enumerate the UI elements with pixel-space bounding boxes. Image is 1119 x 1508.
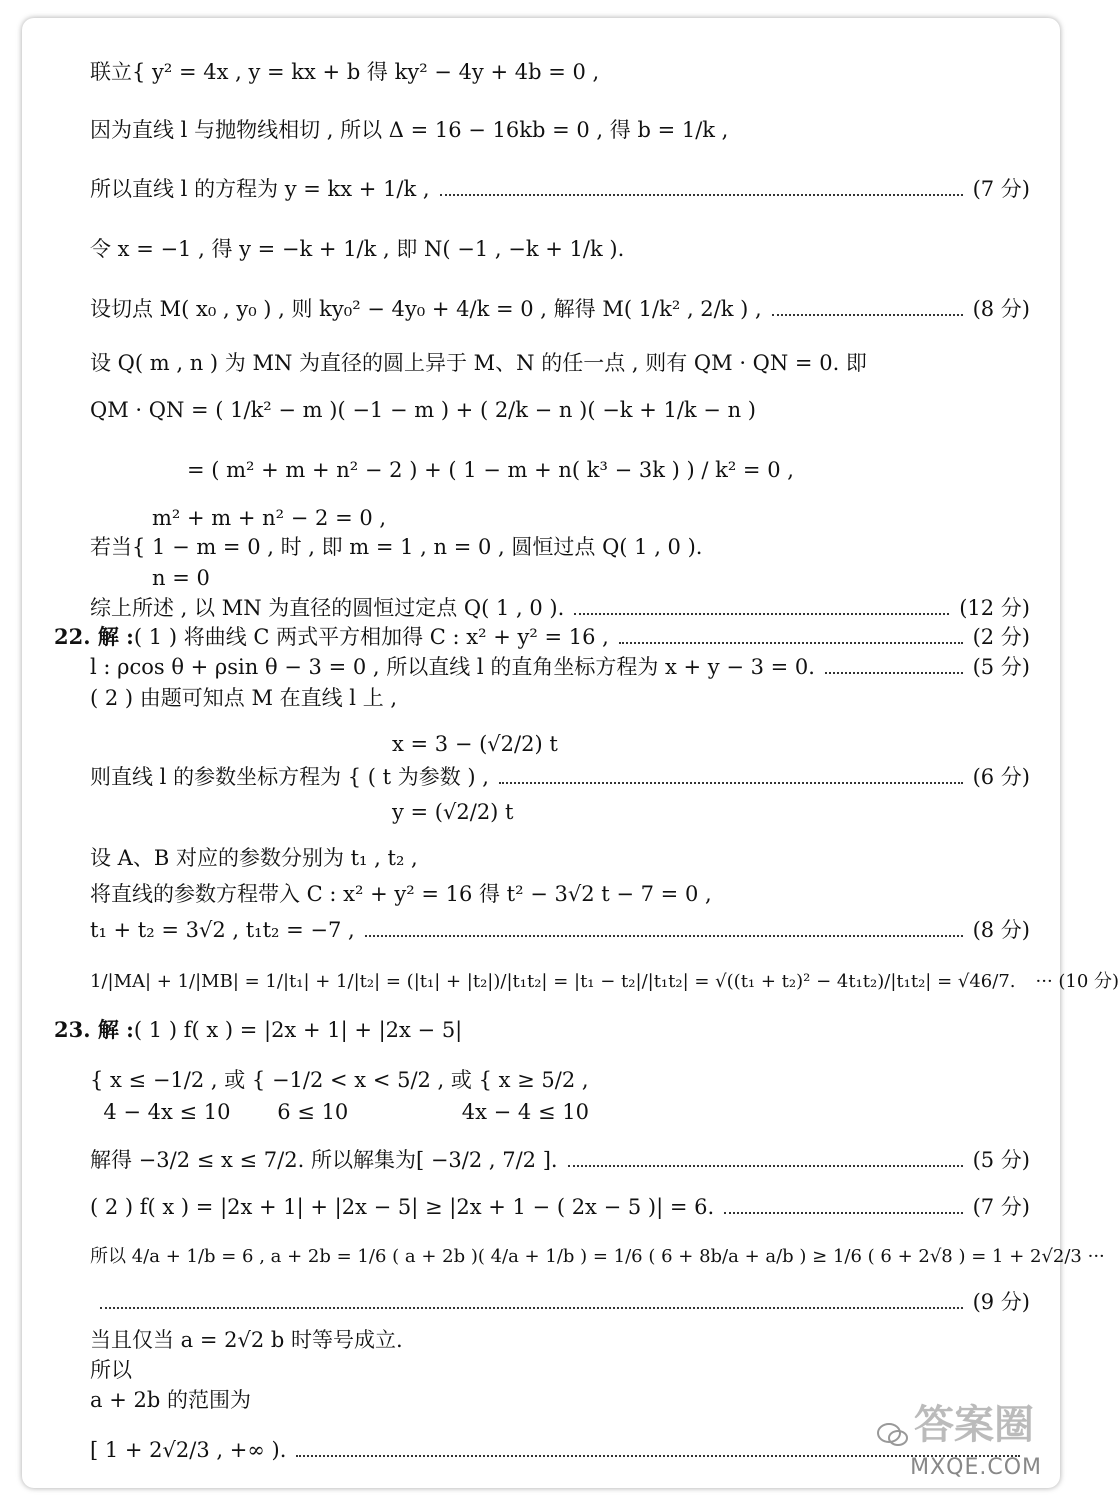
line-text: 所以 <box>90 1358 132 1382</box>
wechat-icon <box>876 1422 910 1448</box>
watermark-url: MXQE.COM <box>910 1455 1042 1480</box>
leader-dots <box>568 1165 963 1167</box>
line-l1 <box>90 58 1030 86</box>
leader-dots <box>100 1307 963 1309</box>
line-text: 若当{ 1 − m = 0 , 时 , 即 m = 1 , n = 0 , 圆恒过点 Q( 1 , 0 ). <box>90 535 703 559</box>
question-number: 22. 解 : <box>54 624 134 649</box>
line-l11 <box>54 623 1030 651</box>
line-text: 所以 4/a + 1/b = 6 , a + 2b = 1/6 ( a + 2b )( 4/a + 1/b ) = 1/6 ( 6 + 8b/a + a/b ) ≥ 1/6 ( 6 + 2√8 ) = 1 + 2√2/3 ··· <box>90 1246 1105 1267</box>
score-label: (7 分) <box>972 177 1030 201</box>
line-text: = ( m² + m + n² − 2 ) + ( 1 − m + n( k³ − 3k ) ) / k² = 0 , <box>187 458 794 482</box>
line-l21 <box>90 1146 1030 1174</box>
line-l4 <box>90 235 1030 263</box>
line-text: y = (√2/2) t <box>392 800 514 824</box>
line-l22 <box>90 1193 1030 1221</box>
line-l14b <box>392 798 1030 826</box>
line-text: a + 2b 的范围为 <box>90 1388 251 1412</box>
line-text: 联立{ y² = 4x , y = kx + b 得 ky² − 4y + 4b = 0 , <box>90 60 600 84</box>
line-l20a <box>90 1066 1030 1094</box>
line-l15 <box>90 844 1030 872</box>
line-l14a <box>392 730 1030 758</box>
score-label: (12 分) <box>959 596 1030 620</box>
page-content <box>22 18 1119 1488</box>
line-text: 设 Q( m , n ) 为 MN 为直径的圆上异于 M、N 的任一点 , 则有 QM · QN = 0. 即 <box>90 351 867 375</box>
leader-dots <box>772 314 963 316</box>
line-text: x = 3 − (√2/2) t <box>392 732 558 756</box>
line-l20b <box>90 1098 1030 1126</box>
line-l19 <box>54 1016 1030 1044</box>
score-label: (7 分) <box>972 1195 1030 1219</box>
line-l16 <box>90 880 1030 908</box>
score-label: (9 分) <box>972 1290 1030 1314</box>
line-l13 <box>90 684 1030 712</box>
leader-dots <box>825 672 963 674</box>
question-number: 23. 解 : <box>54 1017 134 1042</box>
watermark-logo: 答案圈 <box>914 1402 1034 1448</box>
document-page <box>22 18 1119 1488</box>
line-l27 <box>90 1386 1030 1414</box>
score-label: ··· (10 分) <box>1035 971 1119 992</box>
score-label: (8 分) <box>972 297 1030 321</box>
line-l3 <box>90 175 1030 203</box>
line-text: 设切点 M( x₀ , y₀ ) , 则 ky₀² − 4y₀ + 4/k = 0 , 解得 M( 1/k² , 2/k ) , <box>90 297 762 321</box>
line-text: ( 1 ) f( x ) = |2x + 1| + |2x − 5| <box>133 1018 463 1042</box>
leader-dots <box>724 1212 962 1214</box>
line-text: ( 2 ) 由题可知点 M 在直线 l 上 , <box>90 686 398 710</box>
line-text: ( 2 ) f( x ) = |2x + 1| + |2x − 5| ≥ |2x + 1 − ( 2x − 5 )| = 6. <box>90 1195 715 1219</box>
score-label: (8 分) <box>972 918 1030 942</box>
line-l8 <box>187 456 1030 484</box>
line-text: 令 x = −1 , 得 y = −k + 1/k , 即 N( −1 , −k + 1/k ). <box>90 237 625 261</box>
leader-dots <box>365 935 963 937</box>
line-text: t₁ + t₂ = 3√2 , t₁t₂ = −7 , <box>90 918 355 942</box>
line-text: 因为直线 l 与抛物线相切 , 所以 Δ = 16 − 16kb = 0 , 得 b = 1/k , <box>90 118 729 142</box>
leader-dots <box>499 782 963 784</box>
leader-dots <box>619 642 963 644</box>
line-l10 <box>90 594 1030 622</box>
line-text: 则直线 l 的参数坐标方程为 { ( t 为参数 ) , <box>90 765 489 789</box>
line-text: 将直线的参数方程带入 C : x² + y² = 16 得 t² − 3√2 t − 7 = 0 , <box>90 882 712 906</box>
line-text: m² + m + n² − 2 = 0 , <box>152 506 387 530</box>
line-text: 设 A、B 对应的参数分别为 t₁ , t₂ , <box>90 846 418 870</box>
line-text: 所以直线 l 的方程为 y = kx + 1/k , <box>90 177 430 201</box>
line-l17 <box>90 916 1030 944</box>
line-text: [ 1 + 2√2/3 , +∞ ). <box>90 1438 287 1462</box>
line-l23 <box>90 1243 1105 1271</box>
line-l2 <box>90 116 1030 144</box>
line-text: 4 − 4x ≤ 10 6 ≤ 10 4x − 4 ≤ 10 <box>90 1100 589 1124</box>
line-text: QM · QN = ( 1/k² − m )( −1 − m ) + ( 2/k − n )( −k + 1/k − n ) <box>90 398 756 422</box>
score-label: (2 分) <box>972 625 1030 649</box>
line-text: n = 0 <box>152 566 210 590</box>
line-text: { x ≤ −1/2 , 或 { −1/2 < x < 5/2 , 或 { x ≥ 5/2 , <box>90 1068 589 1092</box>
score-label: (5 分) <box>972 655 1030 679</box>
line-text: 当且仅当 a = 2√2 b 时等号成立. <box>90 1328 403 1352</box>
leader-dots <box>440 194 963 196</box>
score-label: (5 分) <box>972 1148 1030 1172</box>
leader-dots <box>574 613 949 615</box>
line-l25 <box>90 1326 1030 1354</box>
line-l12 <box>90 653 1030 681</box>
line-text: 解得 −3/2 ≤ x ≤ 7/2. 所以解集为[ −3/2 , 7/2 ]. <box>90 1148 558 1172</box>
line-l18 <box>90 968 1119 996</box>
line-l5 <box>90 295 1030 323</box>
line-text: ( 1 ) 将曲线 C 两式平方相加得 C : x² + y² = 16 , <box>133 625 609 649</box>
line-l7 <box>90 396 1030 424</box>
line-l14 <box>90 763 1030 791</box>
score-label: (6 分) <box>972 765 1030 789</box>
line-l6 <box>90 349 1030 377</box>
line-l26 <box>90 1356 1030 1384</box>
line-l9b <box>152 564 1030 592</box>
line-text: l : ρcos θ + ρsin θ − 3 = 0 , 所以直线 l 的直角坐标方程为 x + y − 3 = 0. <box>90 655 815 679</box>
line-text: 1/|MA| + 1/|MB| = 1/|t₁| + 1/|t₂| = (|t₁| + |t₂|)/|t₁t₂| = |t₁ − t₂|/|t₁t₂| = √((t₁ + t₂)² − 4t₁t₂)/|t₁t₂| = √46/7. <box>90 971 1016 992</box>
line-l24 <box>90 1288 1030 1316</box>
line-l9 <box>90 533 1030 561</box>
line-l9a <box>152 504 1030 532</box>
line-text: 综上所述 , 以 MN 为直径的圆恒过定点 Q( 1 , 0 ). <box>90 596 565 620</box>
